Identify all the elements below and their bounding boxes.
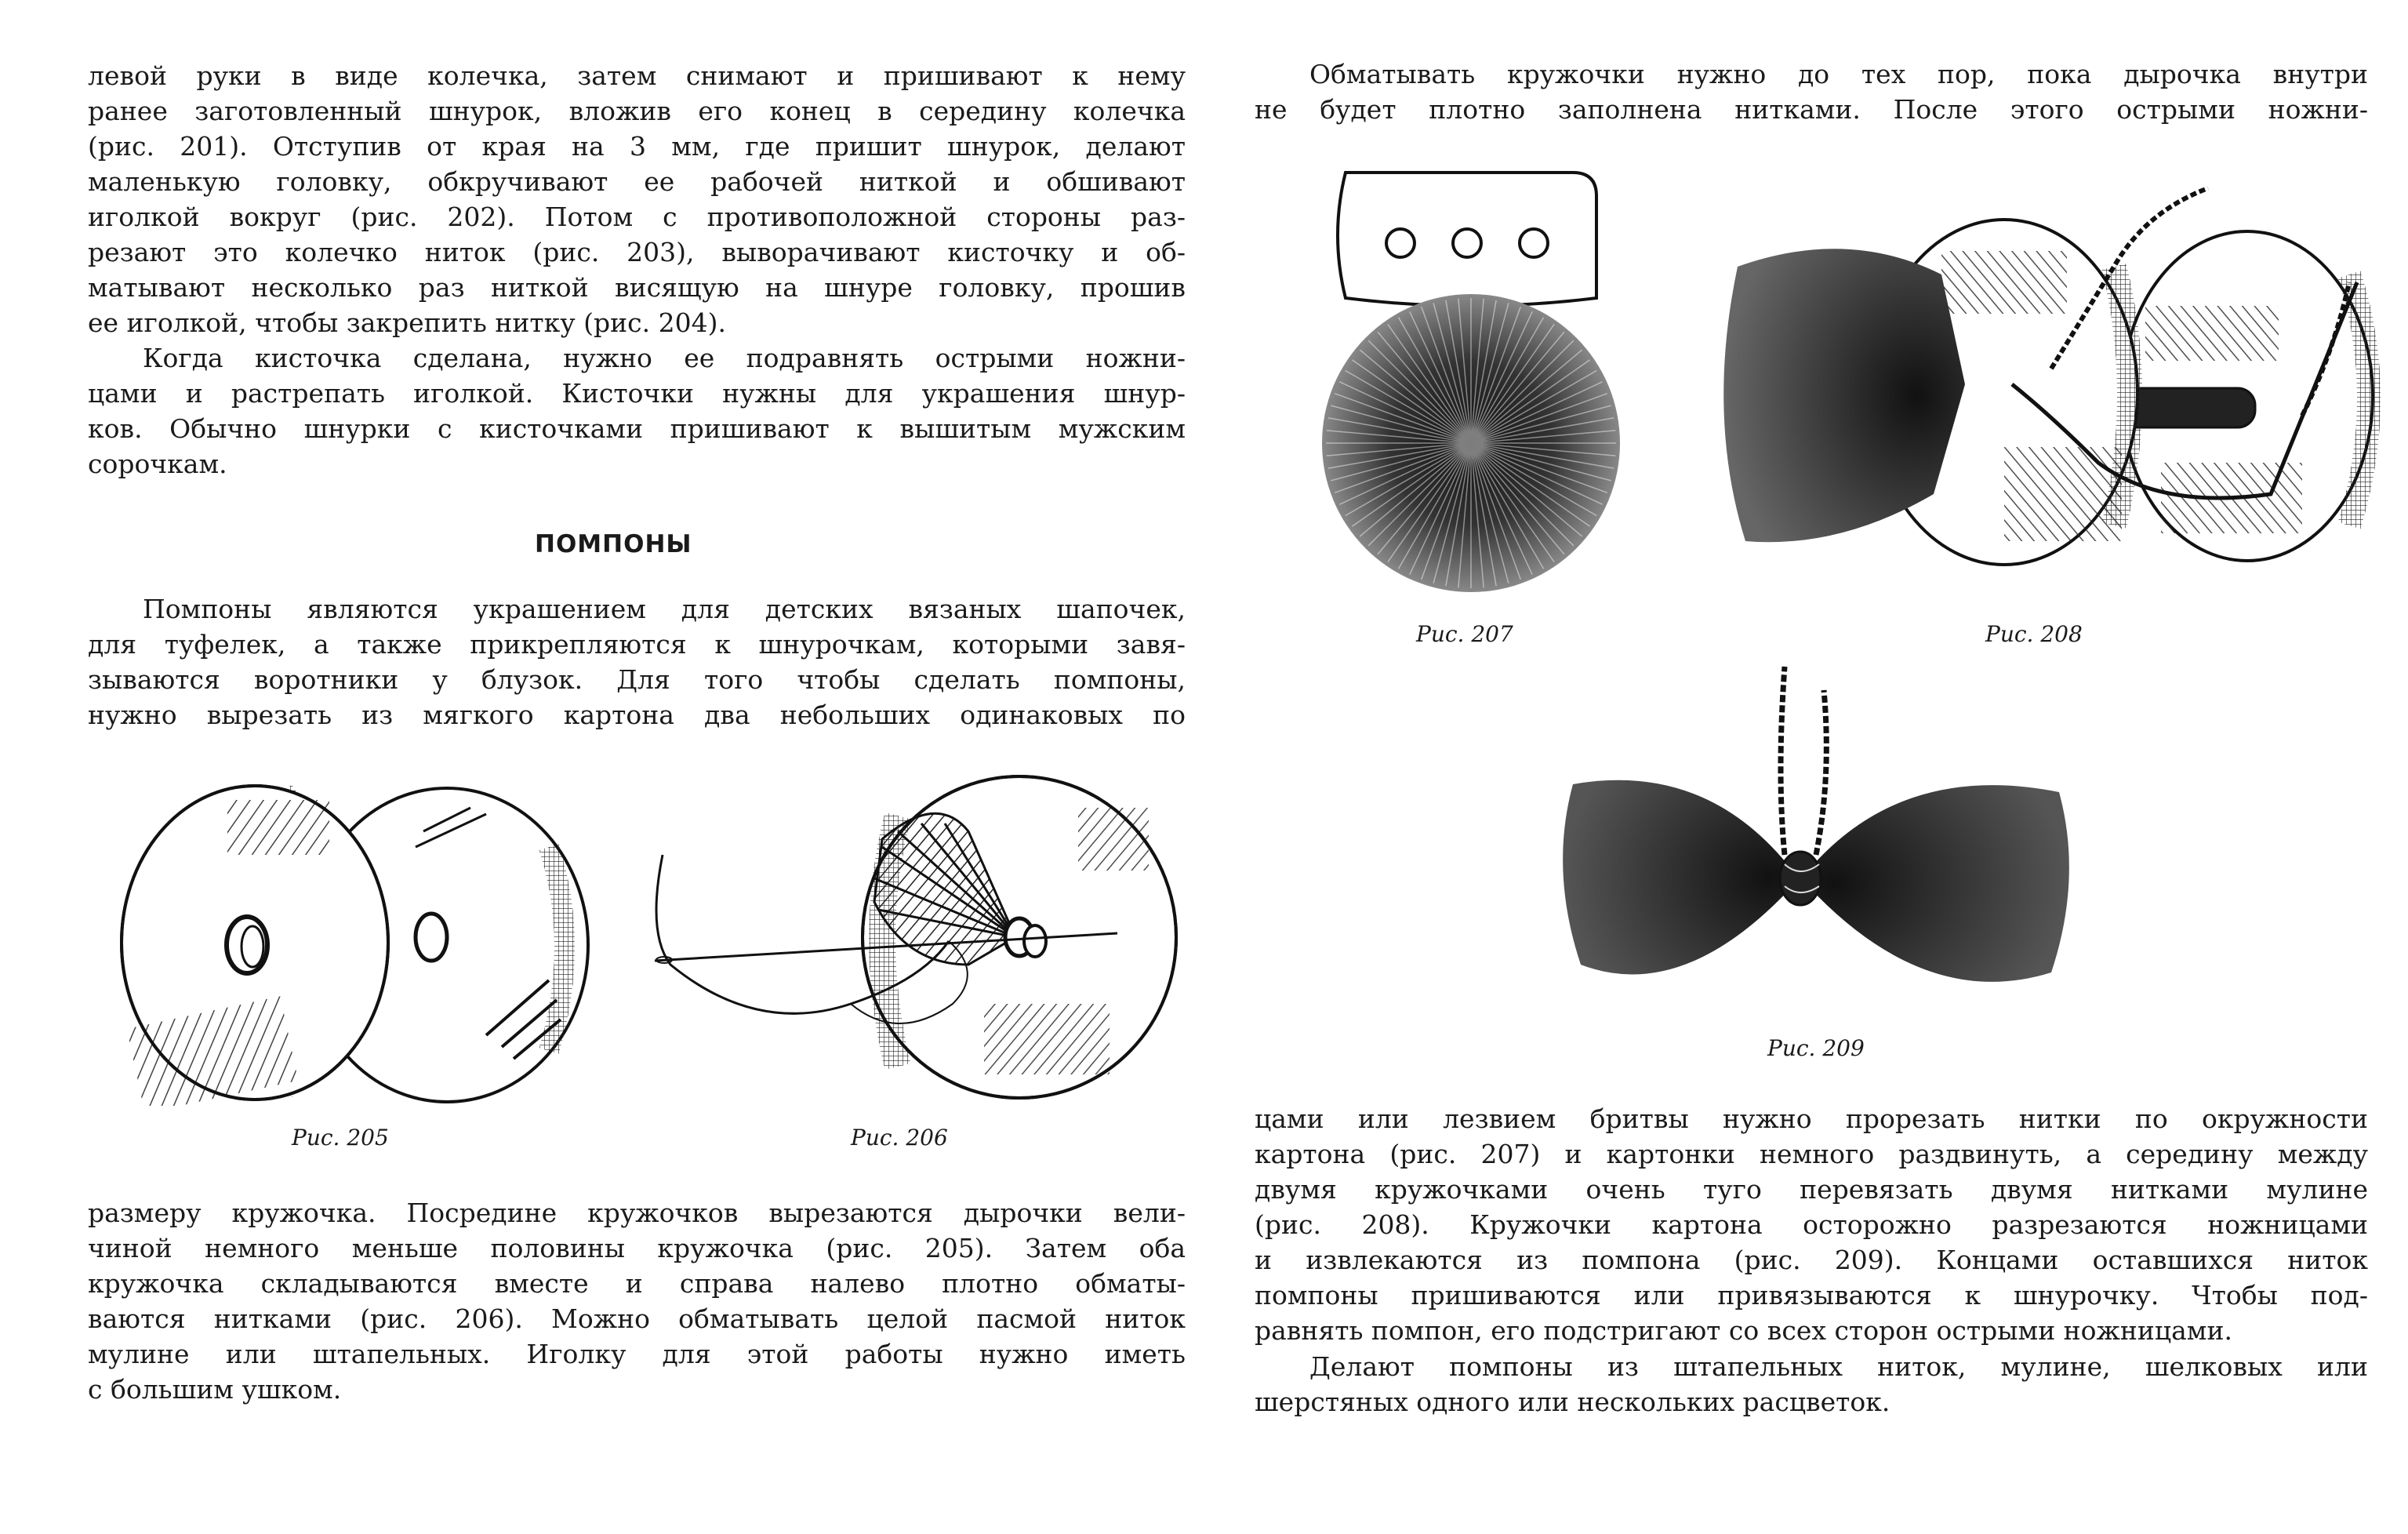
text-line: Помпоны являются украшением для детских вязаных шапочек, [143, 594, 1186, 624]
text-line: Делают помпоны из штапельных ниток, мулине, шелковых или [1309, 1351, 2368, 1382]
text-line: резают это колечко ниток (рис. 203), выворачивают кисточку и об- [88, 237, 1186, 267]
text-line: кружочка складываются вместе и справа налево плотно обматы- [88, 1268, 1186, 1299]
text-line: картона (рис. 207) и картонки немного раздвинуть, а середину между [1255, 1139, 2368, 1169]
left-paragraph-2 [88, 340, 1186, 482]
text-line: ранее заготовленный шнурок, вложив его конец в середину колечка [88, 96, 1186, 126]
caption-209: Рис. 209 [1767, 1035, 1865, 1061]
text-line: сорочкам. [88, 449, 227, 479]
text-line: матывают несколько раз ниткой висящую на шнуре головку, прошив [88, 272, 1186, 303]
text-line: для туфелек, а также прикрепляются к шнурочкам, которыми завя- [88, 629, 1186, 660]
text-line: ваются нитками (рис. 206). Можно обматывать целой пасмой ниток [88, 1303, 1186, 1334]
text-line: ее иголкой, чтобы закрепить нитку (рис. 204). [88, 307, 726, 338]
caption-206: Рис. 206 [851, 1125, 948, 1150]
text-line: мулине или штапельных. Иголку для этой работы нужно иметь [88, 1339, 1186, 1369]
text-line: ков. Обычно шнурки с кисточками пришивают к вышитым мужским [88, 413, 1186, 444]
text-line: (рис. 201). Отступив от края на 3 мм, где пришит шнурок, делают [88, 131, 1186, 162]
text-line: размеру кружочка. Посредине кружочков вырезаются дырочки вели- [88, 1198, 1186, 1228]
text-line: зываются воротники у блузок. Для того чтобы сделать помпоны, [88, 664, 1186, 695]
caption-205: Рис. 205 [292, 1125, 389, 1150]
text-line: чиной немного меньше половины кружочка (рис. 205). Затем оба [88, 1233, 1186, 1263]
caption-207: Рис. 207 [1416, 621, 1513, 647]
figure-207-cut-pompon [1314, 165, 1628, 604]
left-paragraph-1 [88, 58, 1186, 340]
left-paragraph-3 [88, 591, 1186, 732]
text-line: равнять помпон, его подстригают со всех сторон острыми ножницами. [1255, 1315, 2232, 1346]
text-line: двумя кружочками очень туго перевязать двумя нитками мулине [1255, 1174, 2368, 1205]
right-paragraph-3 [1255, 1349, 2368, 1419]
caption-208: Рис. 208 [1985, 621, 2083, 647]
text-line: помпоны пришиваются или привязываются к шнурочку. Чтобы под- [1255, 1280, 2368, 1310]
left-paragraph-4 [88, 1195, 1186, 1407]
figure-208-tying-pompon [1706, 180, 2396, 604]
text-line: маленькую головку, обкручивают ее рабочей ниткой и обшивают [88, 166, 1186, 197]
text-line: шерстяных одного или нескольких расцветок. [1255, 1387, 1890, 1417]
text-line: с большим ушком. [88, 1374, 342, 1405]
text-line: левой руки в виде колечка, затем снимают и пришивают к нему [88, 60, 1186, 91]
text-line: (рис. 208). Кружочки картона осторожно разрезаются ножницами [1255, 1209, 2368, 1240]
right-page [1204, 0, 2408, 1534]
text-line: не будет плотно заполнена нитками. После этого острыми ножни- [1255, 94, 2368, 125]
text-line: иголкой вокруг (рис. 202). Потом с противоположной стороны раз- [88, 202, 1186, 232]
figure-209-finished-pompon [1549, 659, 2083, 1027]
text-line: цами и растрепать иголкой. Кисточки нужны для украшения шнур- [88, 378, 1186, 409]
text-line: и извлекаются из помпона (рис. 209). Концами оставшихся ниток [1255, 1245, 2368, 1275]
right-paragraph-2 [1255, 1101, 2368, 1348]
text-line: Обматывать кружочки нужно до тех пор, пока дырочка внутри [1309, 59, 2368, 89]
section-heading: ПОМПОНЫ [535, 530, 692, 558]
figure-206-wrapping-discs [639, 769, 1188, 1106]
text-line: нужно вырезать из мягкого картона два небольших одинаковых по [88, 700, 1186, 730]
figure-205-cardboard-discs [78, 776, 596, 1106]
text-line: Когда кисточка сделана, нужно ее подравнять острыми ножни- [143, 343, 1186, 373]
text-line: цами или лезвием бритвы нужно прорезать нитки по окружности [1255, 1103, 2368, 1134]
right-paragraph-1 [1255, 56, 2368, 127]
